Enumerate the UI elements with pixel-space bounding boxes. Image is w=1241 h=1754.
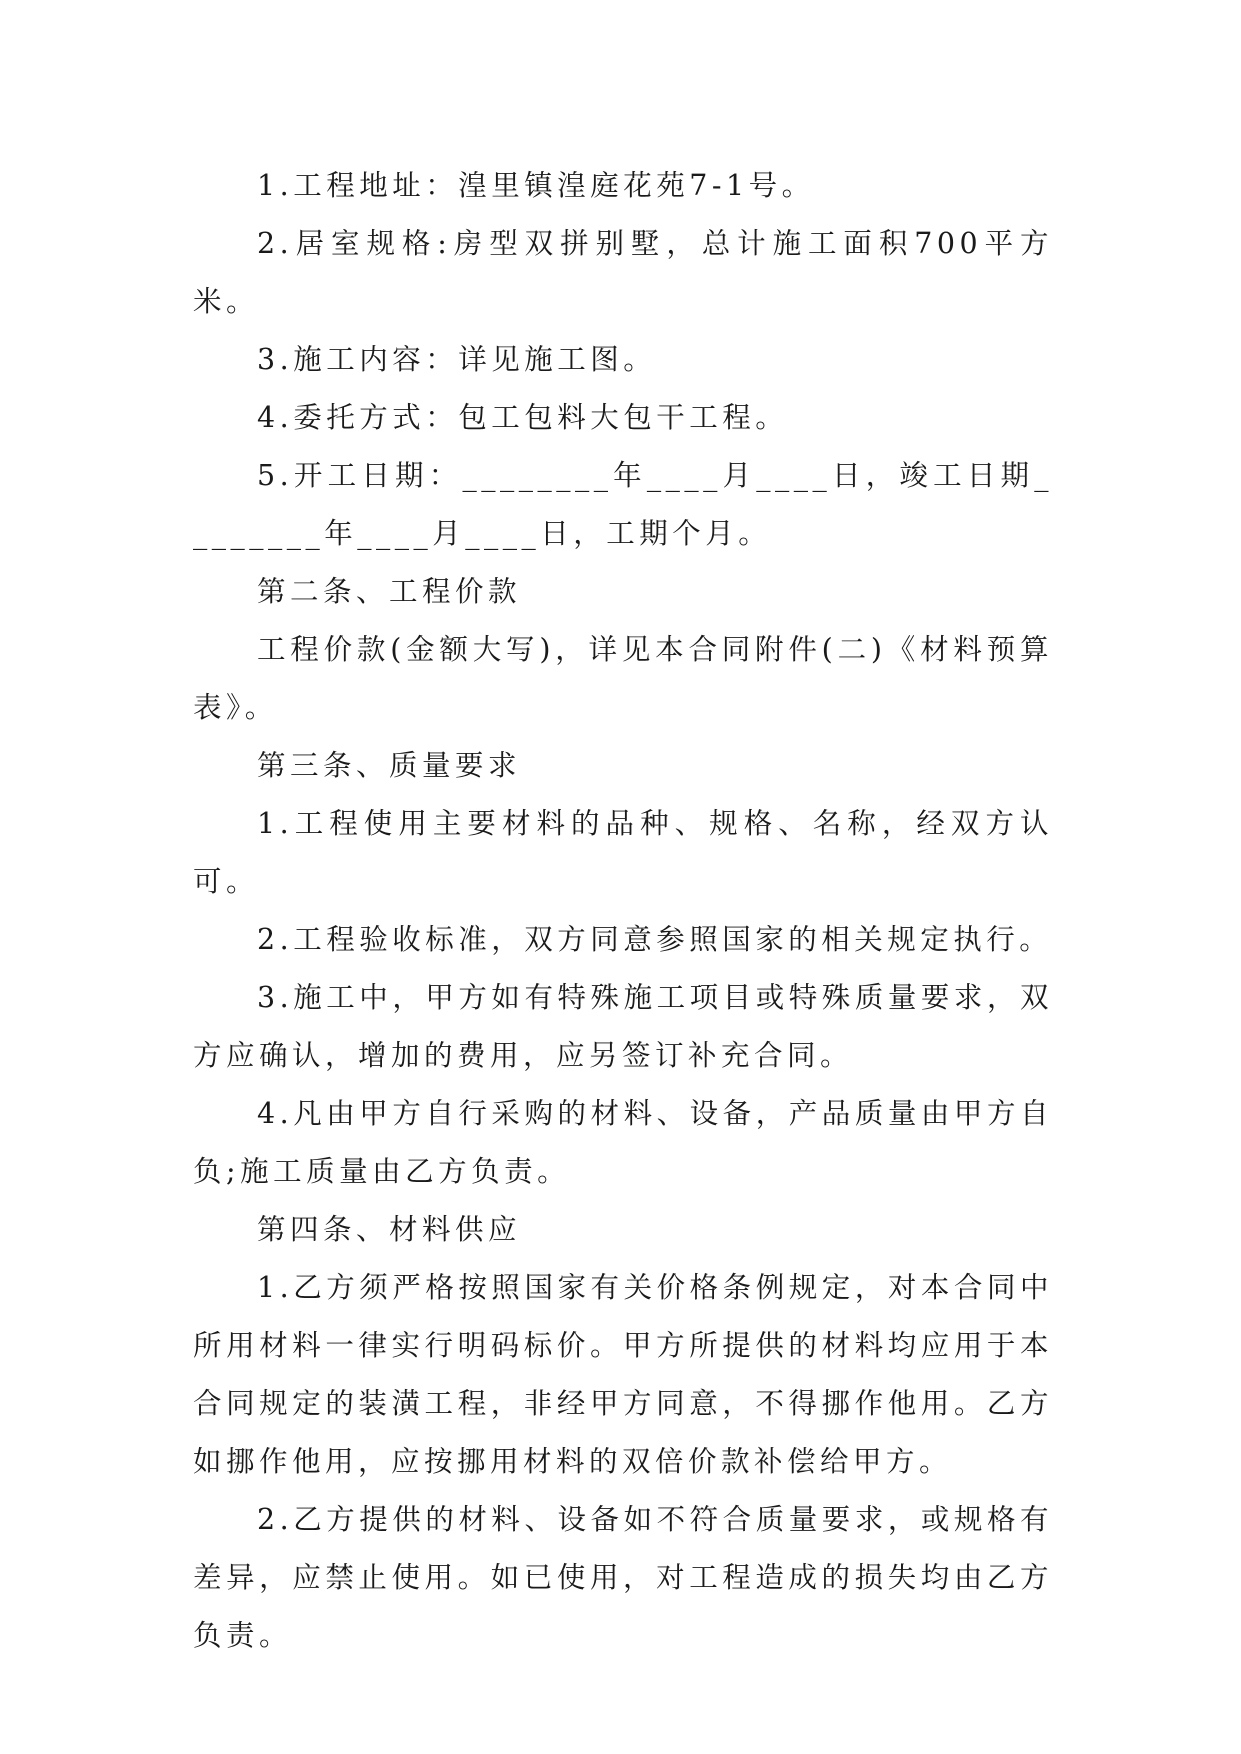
paragraph-commission-method: 4.委托方式：包工包料大包干工程。 [257, 401, 789, 434]
paragraph-project-address: 1.工程地址：湟里镇湟庭花苑7-1号。 [257, 169, 815, 202]
paragraph-quality-1: 1.工程使用主要材料的品种、规格、名称，经双方认可。 [193, 807, 1053, 898]
paragraph-construction-content: 3.施工内容：详见施工图。 [257, 343, 657, 376]
paragraph-materials-2: 2.乙方提供的材料、设备如不符合质量要求，或规格有差异，应禁止使用。如已使用，对工程造成的损失均由乙方负责。 [193, 1503, 1053, 1652]
section-heading-price: 第二条、工程价款 [257, 575, 522, 608]
paragraph-room-spec: 2.居室规格:房型双拼别墅，总计施工面积700平方米。 [193, 227, 1053, 318]
paragraph-materials-1: 1.乙方须严格按照国家有关价格条例规定，对本合同中所用材料一律实行明码标价。甲方所提供的材料均应用于本合同规定的装潢工程，非经甲方同意，不得挪作他用。乙方如挪作他用，应按挪用材料的双倍价款补偿给甲方。 [193, 1271, 1053, 1478]
paragraph-schedule: 5.开工日期：________年____月____日，竣工日期________年____月____日，工期个月。 [193, 459, 1053, 550]
document-page [193, 157, 1053, 1665]
section-heading-materials: 第四条、材料供应 [257, 1213, 522, 1246]
section-heading-quality: 第三条、质量要求 [257, 749, 522, 782]
paragraph-quality-2: 2.工程验收标准，双方同意参照国家的相关规定执行。 [257, 923, 1053, 956]
paragraph-quality-4: 4.凡由甲方自行采购的材料、设备，产品质量由甲方自负;施工质量由乙方负责。 [193, 1097, 1053, 1188]
paragraph-quality-3: 3.施工中，甲方如有特殊施工项目或特殊质量要求，双方应确认，增加的费用，应另签订补充合同。 [193, 981, 1053, 1072]
paragraph-price: 工程价款(金额大写)，详见本合同附件(二)《材料预算表》。 [193, 633, 1053, 724]
